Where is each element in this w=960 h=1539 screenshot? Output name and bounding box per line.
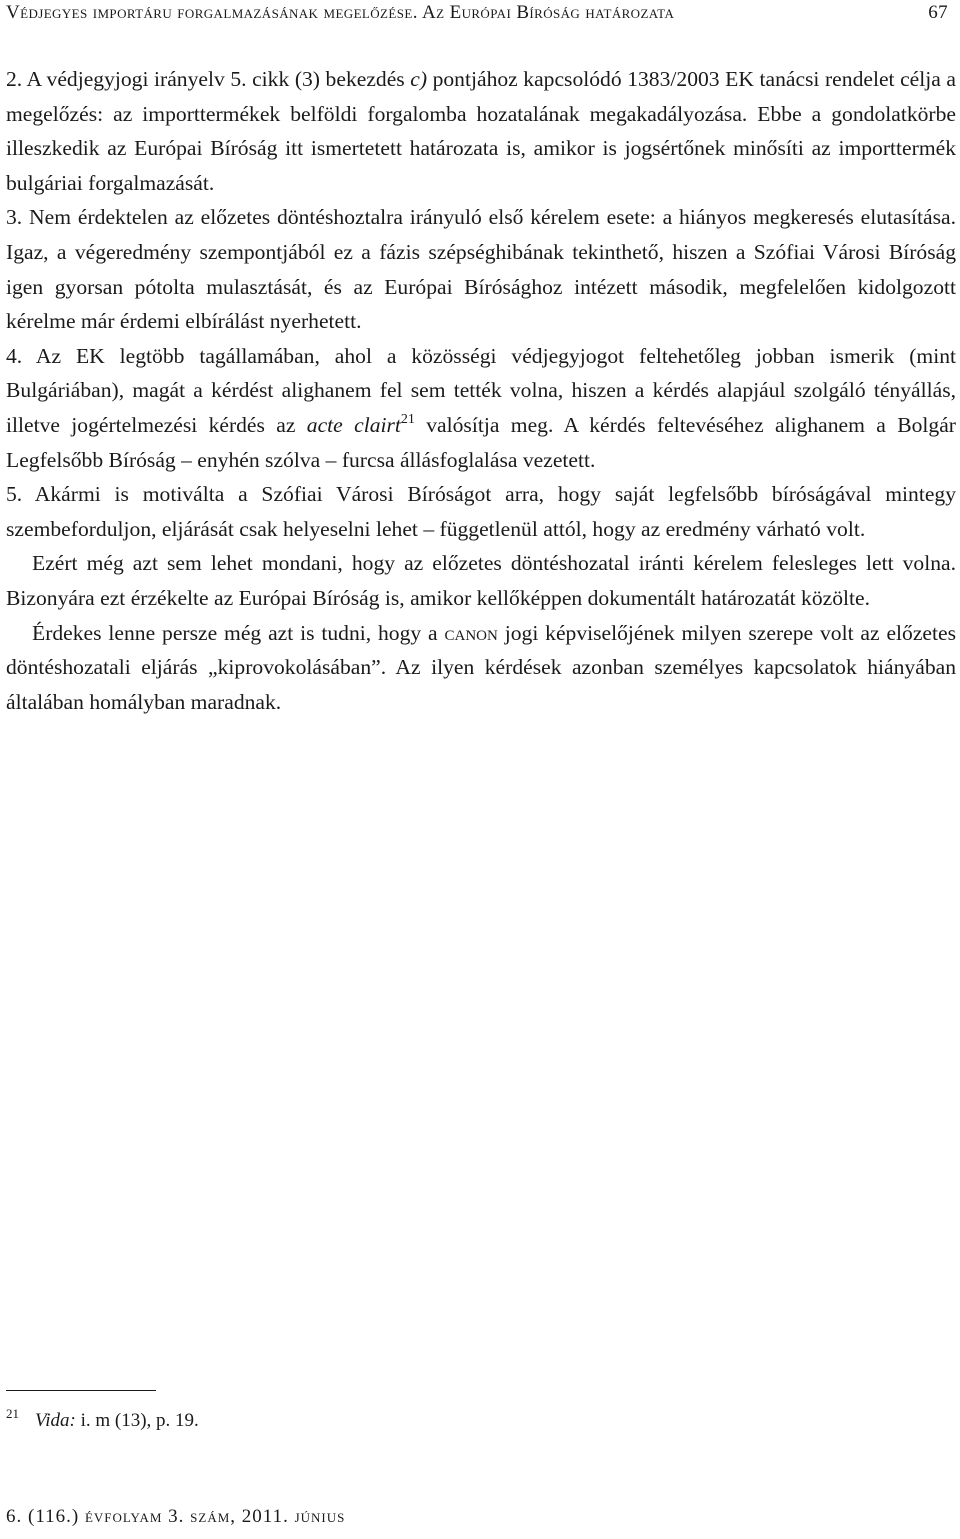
paragraph-7: [6, 616, 956, 720]
paragraph-4: [6, 339, 956, 477]
footnote-author: Vida:: [35, 1410, 76, 1431]
paragraph-7-smallcaps: canon: [444, 620, 498, 645]
running-header: [6, 2, 954, 28]
paragraph-7-text-a: Érdekes lenne persze még azt is tudni, hogy a: [32, 620, 445, 645]
body-text: [6, 62, 956, 719]
paragraph-4-text-a: 4. Az EK legtöbb tagállamában, ahol a közösségi védjegyjogot feltehetőleg jobban ismerik (mint Bulgáriában), magát a kérdést alighanem fel sem tették volna, hiszen a kérdés alapjául szolgáló tényállás, illetve jogértelmezési kérdés az: [6, 343, 956, 437]
page-footer: 6. (116.) évfolyam 3. szám, 2011. június: [6, 1506, 346, 1527]
paragraph-7-text-b: jogi képviselőjének milyen szerepe volt az előzetes döntéshozatali eljárás „kiprovokolásában”. Az ilyen kérdések azonban személyes kapcsolatok hiányában általában homályban maradnak.: [6, 620, 956, 714]
footnote-divider: [6, 1390, 156, 1391]
paragraph-2-italic: c): [410, 67, 428, 91]
paragraph-6: Ezért még azt sem lehet mondani, hogy az előzetes döntéshozatal iránti kérelem felesleges lett volna. Bizonyára ezt érzékelte az Európai Bíróság is, amikor kellőképpen dokumentált határozatát közölte.: [6, 551, 956, 610]
paragraph-2-text-a: 2. A védjegyjogi irányelv 5. cikk (3) bekezdés: [6, 67, 411, 91]
running-title: Védjegyes importáru forgalmazásának megelőzése. Az Európai Bíróság határozata: [6, 2, 675, 23]
paragraph-3: 3. Nem érdektelen az előzetes döntéshoztalra irányuló első kérelem esete: a hiányos megkeresés elutasítása. Igaz, a végeredmény szempontjából ez a fázis szépséghibának tekinthető, hiszen a Szófiai Városi Bíróság igen gyorsan pótolta mulasztását, és az Európai Bírósághoz intézett második, megfelelően kidolgozott kérelme már érdemi elbírálást nyerhetett.: [6, 205, 956, 334]
footnote-reference[interactable]: 21: [400, 411, 415, 427]
footnote-number: 21: [6, 1406, 19, 1421]
paragraph-4-text-b: valósítja meg. A kérdés feltevéséhez alighanem a Bolgár Legfelsőbb Bíróság – enyhén szólva – furcsa állásfoglalása vezetett.: [6, 412, 956, 472]
paragraph-5: 5. Akármi is motiválta a Szófiai Városi Bíróságot arra, hogy saját legfelsőbb bíróságával mintegy szembeforduljon, eljárását csak helyeselni lehet – függetlenül attól, hogy az eredmény várható volt.: [6, 482, 956, 541]
paragraph-4-italic: acte clairt: [306, 412, 401, 437]
page-number: 67: [928, 2, 948, 23]
footnote-text: i. m (13), p. 19.: [75, 1410, 199, 1431]
paragraph-2-text-b: pontjához kapcsolódó 1383/2003 EK tanácsi rendelet célja a megelőzés: az importtermékek belföldi forgalomba hozatalának megakadályozása. Ebbe a gondolatkörbe illeszkedik az Európai Bíróság itt ismertetett határozata is, amikor is jogsértőnek minősíti az importtermék bulgáriai forgalmazását.: [6, 67, 956, 195]
paragraph-2: [6, 62, 956, 200]
footnote: [6, 1400, 906, 1435]
